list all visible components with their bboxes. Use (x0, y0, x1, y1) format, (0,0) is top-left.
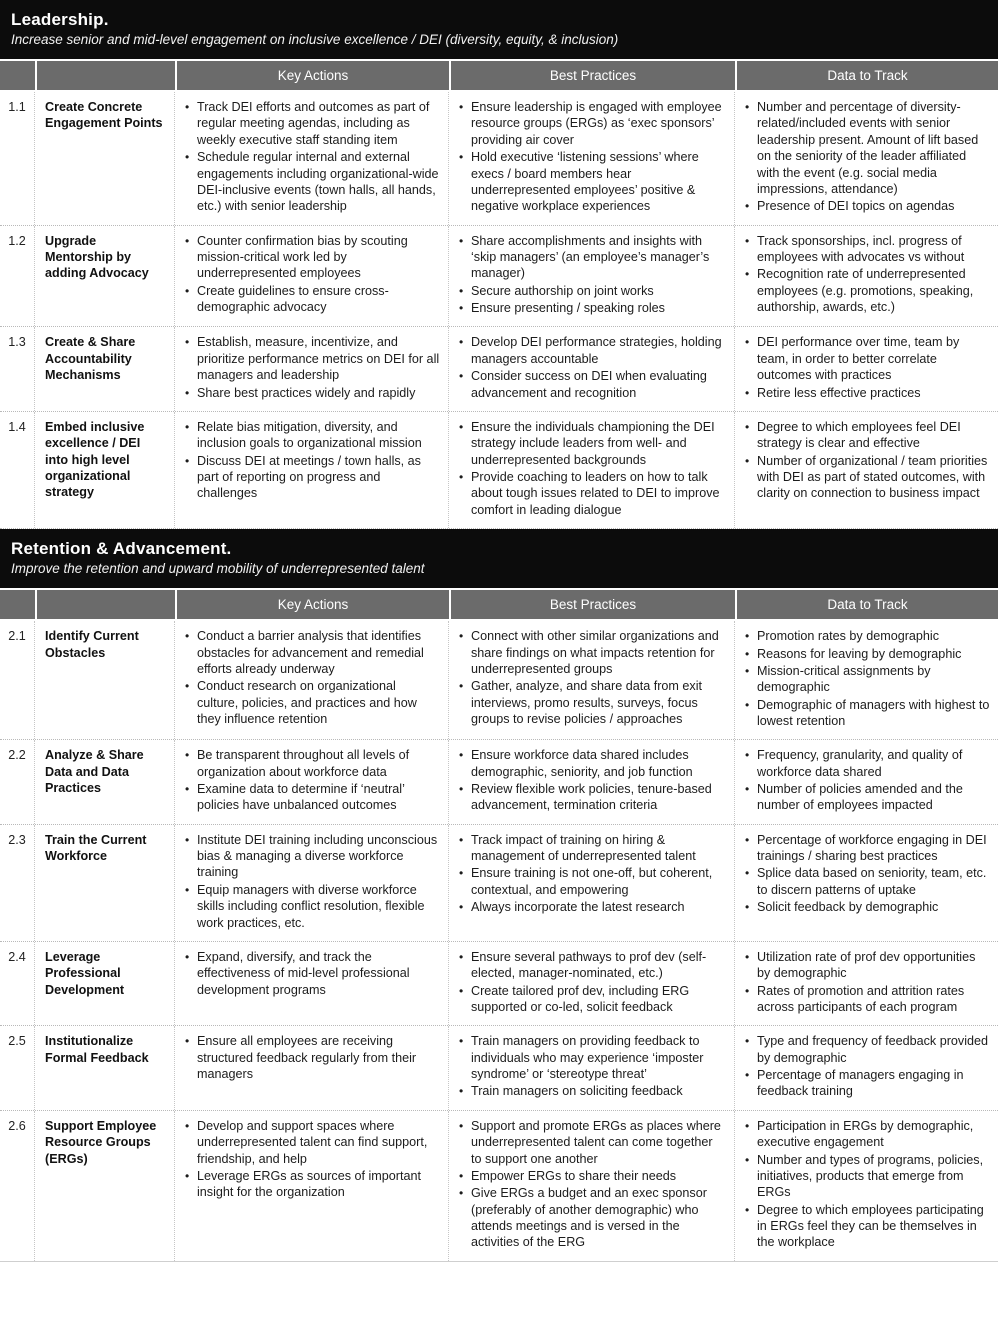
bullet-icon: • (459, 782, 464, 797)
bullet-icon: • (745, 949, 750, 964)
bullet-item (185, 99, 440, 148)
section-title: Leadership. (11, 10, 109, 29)
bullet-icon: • (745, 1152, 750, 1167)
bullet-item (459, 419, 726, 468)
bullet-item (745, 1033, 990, 1066)
table-row (0, 92, 998, 226)
bullet-icon: • (745, 1034, 750, 1049)
bullet-text: Support and promote ERGs as places where underrepresented talent can come together to support one another (471, 1118, 721, 1166)
bullet-item (185, 628, 440, 677)
bullet-item (459, 300, 726, 316)
data-to-track-cell (735, 942, 998, 1025)
bullet-text: Equip managers with diverse workforce skills including conflict resolution, flexible work practices, etc. (197, 882, 425, 930)
bullet-text: Empower ERGs to share their needs (471, 1168, 677, 1183)
bullet-icon: • (745, 900, 750, 915)
bullet-icon: • (745, 782, 750, 797)
bullet-text: Discuss DEI at meetings / town halls, as part of reporting on progress and challenges (197, 453, 421, 501)
bullet-icon: • (185, 385, 190, 400)
bullet-text: Percentage of managers engaging in feedback training (757, 1068, 964, 1099)
bullet-item (459, 233, 726, 282)
bullet-icon: • (459, 748, 464, 763)
bullet-text: Ensure leadership is engaged with employee resource groups (ERGs) as ‘exec sponsors’ providing air cover (471, 100, 722, 147)
bullet-icon: • (745, 983, 750, 998)
bullet-icon: • (459, 283, 464, 298)
bullet-item (745, 949, 990, 982)
bullet-icon: • (459, 1186, 464, 1201)
bullet-item (459, 781, 726, 814)
data-to-track-cell (735, 825, 998, 941)
bullet-icon: • (745, 1118, 750, 1133)
bullet-icon: • (459, 1118, 464, 1133)
key-actions-cell (175, 1026, 449, 1109)
bullet-icon: • (459, 866, 464, 881)
bullet-text: Train managers on providing feedback to individuals who may experience ‘imposter syndrome’ or ‘stereotype threat’ (471, 1034, 704, 1082)
bullet-item (745, 983, 990, 1016)
bullet-icon: • (185, 629, 190, 644)
column-header-best-practices: Best Practices (449, 590, 735, 619)
bullet-text: Reasons for leaving by demographic (757, 646, 962, 661)
bullet-icon: • (459, 1034, 464, 1049)
bullet-text: Establish, measure, incentivize, and prioritize performance metrics on DEI for all managers and leadership (197, 335, 440, 383)
bullet-text: Track sponsorships, incl. progress of employees with advocates vs without (757, 233, 965, 264)
best-practices-cell (449, 1111, 735, 1261)
bullet-icon: • (185, 1168, 190, 1183)
bullet-icon: • (745, 1068, 750, 1083)
row-title: Embed inclusive excellence / DEI into high level organizational strategy (35, 412, 175, 528)
bullet-icon: • (459, 100, 464, 115)
key-actions-cell (175, 92, 449, 225)
bullet-item (185, 283, 440, 316)
bullet-icon: • (185, 100, 190, 115)
bullet-item (745, 453, 990, 502)
table-row (0, 740, 998, 824)
column-header-row (0, 61, 998, 90)
bullet-icon: • (459, 469, 464, 484)
column-header-spacer-title (35, 590, 175, 619)
bullet-item (185, 149, 440, 214)
bullet-icon: • (745, 267, 750, 282)
data-to-track-cell (735, 740, 998, 823)
bullet-item (459, 99, 726, 148)
bullet-item (459, 283, 726, 299)
bullet-item (459, 747, 726, 780)
data-to-track-cell (735, 412, 998, 528)
row-number: 2.6 (0, 1111, 35, 1261)
table-row (0, 226, 998, 328)
bullet-text: Conduct a barrier analysis that identifies obstacles for advancement and remedial efforts already underway (197, 629, 424, 676)
bullet-icon: • (459, 1084, 464, 1099)
bullet-icon: • (745, 453, 750, 468)
bullet-icon: • (185, 782, 190, 797)
key-actions-cell (175, 327, 449, 410)
bullet-text: Connect with other similar organizations and share findings on what impacts retention for underrepresented groups (471, 629, 719, 676)
bullet-text: Percentage of workforce engaging in DEI trainings / sharing best practices (757, 832, 987, 864)
bullet-icon: • (745, 646, 750, 661)
bullet-item (459, 368, 726, 401)
bullet-text: Ensure the individuals championing the DEI strategy include leaders from well- and underrepresented backgrounds (471, 419, 715, 467)
best-practices-cell (449, 327, 735, 410)
bullet-icon: • (185, 419, 190, 434)
bullet-item (459, 628, 726, 677)
key-actions-cell (175, 825, 449, 941)
bullet-item (185, 233, 440, 282)
bullet-icon: • (459, 679, 464, 694)
bullet-icon: • (745, 629, 750, 644)
bullet-text: Solicit feedback by demographic (757, 900, 939, 915)
bullet-text: Conduct research on organizational culture, policies, and practices and how they influence retention (197, 679, 417, 726)
best-practices-cell (449, 412, 735, 528)
bullet-item (459, 865, 726, 898)
bullet-text: Be transparent throughout all levels of organization about workforce data (197, 748, 410, 779)
bullet-icon: • (745, 385, 750, 400)
bullet-text: Type and frequency of feedback provided by demographic (757, 1034, 989, 1065)
bullet-text: Hold executive ‘listening sessions’ where execs / board members hear underrepresented employees’ positive & negative workplace experiences (471, 150, 699, 214)
bullet-item (459, 469, 726, 518)
column-header-key-actions: Key Actions (175, 590, 449, 619)
bullet-text: Provide coaching to leaders on how to talk about tough issues related to DEI to improve comfort in leading dialogue (471, 469, 720, 517)
bullet-text: Counter confirmation bias by scouting mission-critical work led by underrepresented employees (197, 233, 408, 281)
row-number: 2.1 (0, 621, 35, 739)
bullet-text: Splice data based on seniority, team, etc. to discern patterns of uptake (757, 866, 987, 897)
bullet-item (745, 1152, 990, 1201)
bullet-icon: • (459, 949, 464, 964)
bullet-item (745, 865, 990, 898)
bullet-text: Ensure several pathways to prof dev (self-elected, manager-nominated, etc.) (471, 949, 707, 981)
bullet-icon: • (745, 663, 750, 678)
bullet-icon: • (745, 748, 750, 763)
row-number: 1.2 (0, 226, 35, 327)
bullet-icon: • (185, 882, 190, 897)
bullet-text: Number of organizational / team priorities with DEI as part of stated outcomes, with clarity on connection to business impact (757, 453, 988, 501)
row-number: 2.5 (0, 1026, 35, 1109)
column-header-best-practices: Best Practices (449, 61, 735, 90)
bullet-icon: • (459, 983, 464, 998)
bullet-item (745, 646, 990, 662)
row-number: 1.1 (0, 92, 35, 225)
bullet-text: Schedule regular internal and external engagements including organizational-wide DEI-inclusive events (town halls, all hands, etc.) with senior leadership (197, 150, 439, 214)
bullet-item (185, 385, 440, 401)
bullet-text: Review flexible work policies, tenure-based advancement, termination criteria (471, 782, 712, 813)
data-to-track-cell (735, 1026, 998, 1109)
best-practices-cell (449, 1026, 735, 1109)
bullet-item (459, 983, 726, 1016)
column-header-key-actions: Key Actions (175, 61, 449, 90)
bullet-text: Track DEI efforts and outcomes as part of regular meeting agendas, including as weekly executive staff standing item (197, 100, 430, 147)
bullet-item (185, 453, 440, 502)
bullet-item (185, 882, 440, 931)
bullet-item (185, 419, 440, 452)
bullet-icon: • (185, 1034, 190, 1049)
bullet-text: Leverage ERGs as sources of important insight for the organization (197, 1168, 421, 1200)
row-title: Upgrade Mentorship by adding Advocacy (35, 226, 175, 327)
row-number: 1.4 (0, 412, 35, 528)
bullet-icon: • (185, 949, 190, 964)
bullet-text: DEI performance over time, team by team, in order to better correlate outcomes with practices (757, 335, 960, 383)
data-to-track-cell (735, 621, 998, 739)
column-header-row (0, 590, 998, 619)
table-row (0, 412, 998, 529)
bullet-icon: • (459, 629, 464, 644)
bullet-icon: • (459, 1168, 464, 1183)
bullet-icon: • (459, 369, 464, 384)
bullet-item (185, 1118, 440, 1167)
row-number: 2.3 (0, 825, 35, 941)
table-row (0, 1026, 998, 1110)
best-practices-cell (449, 621, 735, 739)
bullet-item (459, 1168, 726, 1184)
bullet-icon: • (745, 832, 750, 847)
bullet-text: Ensure training is not one-off, but coherent, contextual, and empowering (471, 866, 713, 897)
data-to-track-cell (735, 92, 998, 225)
bullet-text: Promotion rates by demographic (757, 629, 940, 644)
bullet-icon: • (745, 1202, 750, 1217)
bullet-text: Consider success on DEI when evaluating advancement and recognition (471, 369, 707, 400)
data-to-track-cell (735, 226, 998, 327)
bullet-text: Share best practices widely and rapidly (197, 385, 416, 400)
bullet-item (745, 334, 990, 383)
section-banner (0, 0, 998, 59)
bullet-text: Institute DEI training including unconscious bias & managing a diverse workforce training (197, 832, 438, 880)
bullet-item (459, 149, 726, 214)
best-practices-cell (449, 825, 735, 941)
bullet-icon: • (185, 335, 190, 350)
bullet-text: Create guidelines to ensure cross-demographic advocacy (197, 283, 389, 315)
bullet-item (745, 1202, 990, 1251)
bullet-item (185, 678, 440, 727)
bullet-icon: • (459, 832, 464, 847)
bullet-item (185, 747, 440, 780)
table-row (0, 825, 998, 942)
column-header-spacer-num (0, 61, 35, 90)
bullet-text: Gather, analyze, and share data from exit interviews, promo results, surveys, focus groups to revise policies / approaches (471, 679, 703, 726)
bullet-text: Give ERGs a budget and an exec sponsor (preferably of another demographic) who attends meetings and is versed in the activities of the ERG (471, 1186, 707, 1250)
bullet-icon: • (459, 419, 464, 434)
bullet-text: Rates of promotion and attrition rates across participants of each program (757, 983, 965, 1014)
row-title: Analyze & Share Data and Data Practices (35, 740, 175, 823)
bullet-text: Number of policies amended and the number of employees impacted (757, 782, 963, 813)
bullet-item (745, 781, 990, 814)
bullet-icon: • (745, 335, 750, 350)
bullet-item (459, 678, 726, 727)
bullet-icon: • (185, 283, 190, 298)
bullet-icon: • (745, 697, 750, 712)
bullet-item (745, 198, 990, 214)
row-title: Support Employee Resource Groups (ERGs) (35, 1111, 175, 1261)
bullet-text: Track impact of training on hiring & management of underrepresented talent (471, 832, 696, 864)
bullet-item (745, 697, 990, 730)
bullet-icon: • (745, 419, 750, 434)
bullet-icon: • (459, 150, 464, 165)
bullet-item (745, 1067, 990, 1100)
bullet-item (459, 949, 726, 982)
bullet-text: Ensure presenting / speaking roles (471, 301, 665, 316)
bullet-text: Train managers on soliciting feedback (471, 1084, 683, 1099)
bullet-item (745, 233, 990, 266)
bullet-item (745, 832, 990, 865)
row-number: 2.4 (0, 942, 35, 1025)
bullet-text: Always incorporate the latest research (471, 900, 685, 915)
bullet-text: Ensure workforce data shared includes demographic, seniority, and job function (471, 748, 693, 779)
table-row (0, 327, 998, 411)
bullet-text: Recognition rate of underrepresented employees (e.g. promotions, speaking, authorship, awards, etc.) (757, 267, 974, 315)
bullet-text: Expand, diversify, and track the effectiveness of mid-level professional development programs (197, 949, 410, 997)
bullet-text: Share accomplishments and insights with ‘skip managers’ (an employee’s manager’s manager) (471, 233, 710, 281)
bullet-item (185, 1033, 440, 1082)
bullet-icon: • (745, 100, 750, 115)
row-number: 2.2 (0, 740, 35, 823)
section-banner (0, 529, 998, 588)
bullet-item (459, 1083, 726, 1099)
key-actions-cell (175, 942, 449, 1025)
best-practices-cell (449, 942, 735, 1025)
bullet-item (185, 949, 440, 998)
key-actions-cell (175, 1111, 449, 1261)
bullet-icon: • (459, 301, 464, 316)
section-title: Retention & Advancement. (11, 539, 232, 559)
bullet-item (459, 832, 726, 865)
bullet-icon: • (185, 1118, 190, 1133)
bullet-text: Develop and support spaces where underrepresented talent can find support, friendship, and help (197, 1118, 428, 1166)
key-actions-cell (175, 621, 449, 739)
row-title: Institutionalize Formal Feedback (35, 1026, 175, 1109)
bullet-item (745, 385, 990, 401)
bullet-item (745, 99, 990, 197)
bullet-text: Frequency, granularity, and quality of workforce data shared (757, 748, 963, 779)
row-title: Leverage Professional Development (35, 942, 175, 1025)
bullet-item (185, 334, 440, 383)
table-row (0, 942, 998, 1026)
bullet-item (459, 334, 726, 367)
key-actions-cell (175, 412, 449, 528)
bullet-text: Number and types of programs, policies, initiatives, products that emerge from ERGs (757, 1152, 984, 1200)
column-header-data-to-track: Data to Track (735, 590, 998, 619)
bullet-icon: • (745, 866, 750, 881)
bullet-icon: • (185, 453, 190, 468)
bullet-text: Create tailored prof dev, including ERG supported or co-led, solicit feedback (471, 983, 690, 1014)
bullet-item (185, 1168, 440, 1201)
bullet-text: Retire less effective practices (757, 385, 921, 400)
row-title: Create Concrete Engagement Points (35, 92, 175, 225)
bullet-item (745, 628, 990, 644)
column-header-spacer-title (35, 61, 175, 90)
bullet-text: Develop DEI performance strategies, holding managers accountable (471, 335, 722, 366)
bullet-item (745, 1118, 990, 1151)
best-practices-cell (449, 740, 735, 823)
bullet-item (745, 663, 990, 696)
bullet-item (745, 419, 990, 452)
row-title: Identify Current Obstacles (35, 621, 175, 739)
best-practices-cell (449, 226, 735, 327)
column-header-spacer-num (0, 590, 35, 619)
bullet-text: Degree to which employees feel DEI strategy is clear and effective (757, 419, 961, 451)
bullet-item (459, 1118, 726, 1167)
bullet-text: Demographic of managers with highest to lowest retention (757, 697, 990, 728)
bullet-text: Presence of DEI topics on agendas (757, 199, 955, 214)
bullet-item (745, 266, 990, 315)
section-subtitle: Improve the retention and upward mobility of underrepresented talent (11, 561, 425, 577)
bullet-text: Secure authorship on joint works (471, 283, 654, 298)
data-to-track-cell (735, 327, 998, 410)
bullet-icon: • (185, 150, 190, 165)
bullet-icon: • (459, 900, 464, 915)
bullet-text: Relate bias mitigation, diversity, and inclusion goals to organizational mission (197, 419, 422, 451)
bullet-icon: • (459, 335, 464, 350)
table-row (0, 1111, 998, 1261)
bullet-text: Ensure all employees are receiving structured feedback regularly from their managers (197, 1034, 417, 1082)
bullet-item (745, 899, 990, 915)
row-title: Create & Share Accountability Mechanisms (35, 327, 175, 410)
bullet-text: Number and percentage of diversity-related/included events with senior leadership present. Amount of lift based on the seniority of the leader affiliated with the event (e.g. social media impressions, attendance) (757, 100, 979, 196)
bullet-icon: • (185, 748, 190, 763)
bullet-icon: • (745, 233, 750, 248)
best-practices-cell (449, 92, 735, 225)
bullet-item (459, 1185, 726, 1250)
data-to-track-cell (735, 1111, 998, 1261)
bullet-icon: • (459, 233, 464, 248)
section-subtitle: Increase senior and mid-level engagement on inclusive excellence / DEI (diversity, equity, & inclusion) (11, 32, 619, 48)
bullet-item (185, 832, 440, 881)
key-actions-cell (175, 740, 449, 823)
bullet-icon: • (745, 199, 750, 214)
bullet-text: Degree to which employees participating in ERGs feel they can be themselves in the workplace (757, 1202, 984, 1250)
bullet-item (745, 747, 990, 780)
column-header-data-to-track: Data to Track (735, 61, 998, 90)
bullet-item (185, 781, 440, 814)
bullet-icon: • (185, 679, 190, 694)
bullet-icon: • (185, 832, 190, 847)
key-actions-cell (175, 226, 449, 327)
bullet-item (459, 1033, 726, 1082)
bullet-text: Mission-critical assignments by demographic (757, 663, 931, 695)
bullet-text: Utilization rate of prof dev opportunities by demographic (757, 949, 976, 981)
table-row (0, 621, 998, 740)
bullet-text: Participation in ERGs by demographic, executive engagement (757, 1118, 974, 1150)
bullet-icon: • (185, 233, 190, 248)
bullet-text: Examine data to determine if ‘neutral’ policies have unbalanced outcomes (197, 782, 405, 813)
bullet-item (459, 899, 726, 915)
row-number: 1.3 (0, 327, 35, 410)
row-title: Train the Current Workforce (35, 825, 175, 941)
